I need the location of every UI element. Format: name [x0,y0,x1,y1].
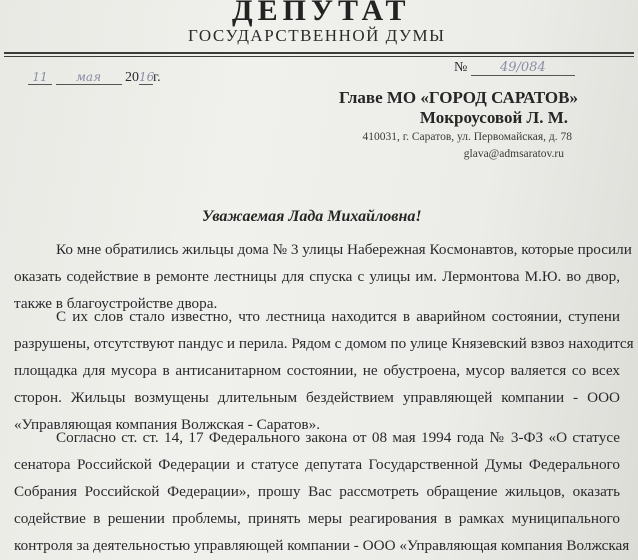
paragraph-line: также в благоустройстве двора. [14,295,218,312]
date-line [28,70,161,86]
header-rule-thin [4,56,634,57]
salutation: Уважаемая Лада Михайловна! [202,208,422,225]
paragraph-line: «Управляющая компания Волжская - Саратов». [14,416,320,433]
number-value: 49/084 [471,60,575,76]
paragraph-line: сенатора Российской Федерации и статусе депутата Государственной Думы Федерального [14,456,620,473]
paragraph-line: Согласно ст. ст. 14, 17 Федерального закона от 08 мая 1994 года № 3-ФЗ «О статусе [56,429,620,446]
paragraph-line: сторон. Жильцы возмущены длительным бездействием управляющей компании - ООО [14,389,620,406]
date-day: 11 [28,70,52,85]
paragraph-line: площадка для мусора в антисанитарном состоянии, не обустроена, мусор валяется со всех [14,362,620,379]
paragraph-line: Ко мне обратились жильцы дома № 3 улицы Набережная Космонавтов, которые просили [56,241,632,258]
addressee-position: Главе МО «ГОРОД САРАТОВ» [338,88,578,107]
header-rule [4,52,634,54]
addressee-name: Мокроусовой Л. М. [419,108,568,127]
date-suffix: г. [153,70,161,85]
paragraph-line: содействие в решении проблемы, принять меры реагирования в рамках муниципального [14,510,620,527]
date-month: мая [56,70,122,85]
paragraph-line: контроля за деятельностью управляющей компании - ООО «Управляющая компания Волжская [14,537,630,554]
number-label: № [454,60,468,75]
date-year-prefix: 20 [125,70,139,85]
paragraph-line: разрушены, отсутствуют пандус и перила. Рядом с домом по улице Князевский взвоз находится [14,335,634,352]
letterhead-subtitle: ГОСУДАРСТВЕННОЙ ДУМЫ [188,26,446,45]
paragraph-line: С их слов стало известно, что лестница находится в аварийном состоянии, ступени [56,308,620,325]
paragraph-3 [14,424,630,559]
paragraph-line: оказать содействие в ремонте лестницы для спуска с улицы им. Лермонтова М.Ю. во двор, [14,268,620,285]
outgoing-number [454,60,575,76]
date-year-suffix: 16 [139,70,155,84]
paragraph-line: Собрания Российской Федерации», прошу Вас рассмотреть обращение жильцов, оказать [14,483,620,500]
paragraph-2 [14,303,634,438]
letterhead-title: ДЕПУТАТ [232,0,411,27]
addressee-email: glava@admsaratov.ru [463,148,564,160]
addressee-postal-address: 410031, г. Саратов, ул. Первомайская, д. 78 [362,131,572,143]
